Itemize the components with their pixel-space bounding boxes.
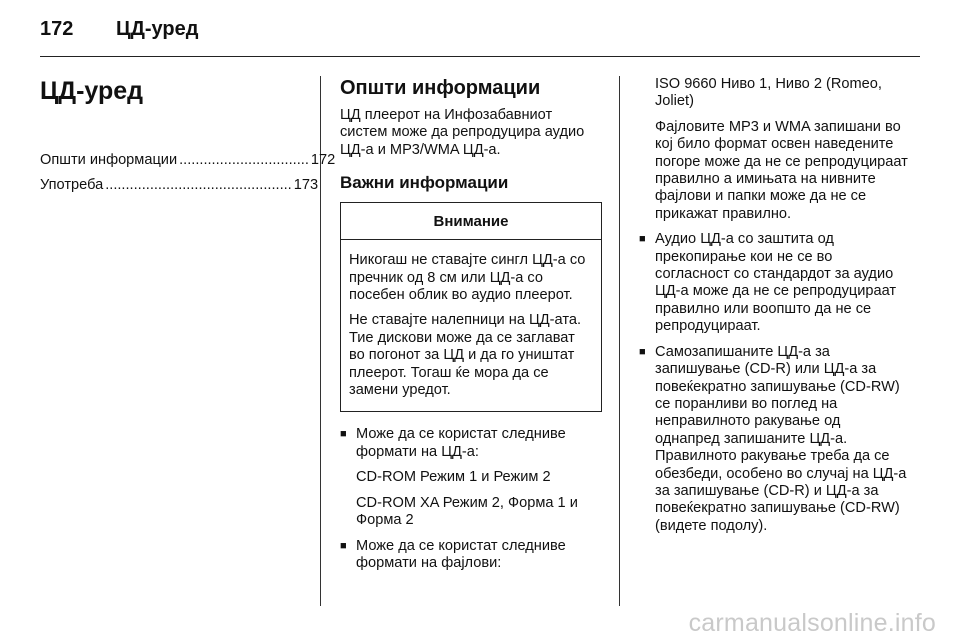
- warning-box: [340, 202, 602, 412]
- bullet-list: [340, 426, 602, 461]
- watermark: carmanualsonline.info: [688, 609, 936, 637]
- warning-heading: Внимание: [341, 203, 601, 240]
- file-format-note: Фајловите MP3 и WMA запишани во кој било формат освен наведените погоре може да не се репродуцираат правилно а имињата на нивните фајлови и папки може да не се прикажат правилно.: [655, 118, 908, 222]
- running-title: ЦД-уред: [116, 18, 199, 40]
- column-divider-2: [619, 76, 620, 606]
- bullet-item: [340, 538, 602, 573]
- table-of-contents: [40, 152, 336, 202]
- column-1: [40, 76, 336, 202]
- format-item: CD-ROM Режим 1 и Режим 2: [356, 469, 551, 486]
- bullet-item: [639, 344, 909, 535]
- toc-label: Употреба: [40, 177, 104, 193]
- bullet-list: [340, 538, 602, 573]
- warning-paragraph: Никогаш не ставајте сингл ЦД-а со пречник од 8 см или ЦД-а со посебен облик во аудио плеерот.: [349, 252, 586, 304]
- column-2: [340, 76, 602, 580]
- toc-leader: ..............................................: [105, 177, 292, 193]
- page-number: 172: [40, 18, 74, 40]
- header-rule: [40, 56, 920, 57]
- warning-paragraph: Не ставајте налепници на ЦД-ата. Тие дискови може да се заглават во погонот за ЦД и да го уништат плеерот. Тогаш ќе мора да се замени уредот.: [349, 312, 582, 399]
- bullet-list: [639, 231, 909, 535]
- column-3: [639, 76, 909, 543]
- file-format-item: ISO 9660 Ниво 1, Ниво 2 (Romeo, Joliet): [655, 76, 882, 110]
- section-title-important: Важни информации: [340, 173, 509, 193]
- toc-item-usage[interactable]: [40, 177, 319, 202]
- warning-body: [341, 240, 601, 411]
- bullet-text: Аудио ЦД-а со заштита од прекопирање кои не се во согласност со стандардот за аудио ЦД-а може да не се репродуцираат правилно или воопшто да не се репродуцираат.: [655, 231, 897, 335]
- bullet-text: Може да се користат следниве формати на ЦД-а:: [356, 426, 566, 460]
- bullet-item: [340, 426, 602, 461]
- page-header: [40, 18, 198, 41]
- bullet-text: Самозапишаните ЦД-а за запишување (CD-R) или ЦД-а за повеќекратно запишување (CD-RW) се поранливи во поглед на неправилното ракување од однапред запишаните ЦД-а. Правилното ракување треба да се обезбеди, особено во случај на ЦД-а за запишување (CD-R) и ЦД-а за повеќекратно запишување (CD-RW) (видете подолу).: [655, 343, 907, 534]
- toc-label: Општи информации: [40, 152, 178, 168]
- bullet-item: [639, 231, 909, 335]
- section-title-general: Општи информации: [340, 77, 541, 99]
- chapter-title: ЦД-уред: [40, 77, 144, 105]
- toc-item-general[interactable]: [40, 152, 336, 177]
- toc-page-number: 173: [293, 177, 319, 193]
- format-item: CD-ROM XA Режим 2, Форма 1 и Форма 2: [356, 494, 578, 529]
- toc-leader: ................................: [179, 152, 309, 168]
- intro-paragraph: ЦД плеерот на Инфозабавниот систем може да репродуцира аудио ЦД-а и MP3/WMA ЦД-а.: [340, 107, 585, 158]
- toc-page-number: 172: [310, 152, 336, 168]
- bullet-text: Може да се користат следниве формати на фајлови:: [356, 537, 566, 571]
